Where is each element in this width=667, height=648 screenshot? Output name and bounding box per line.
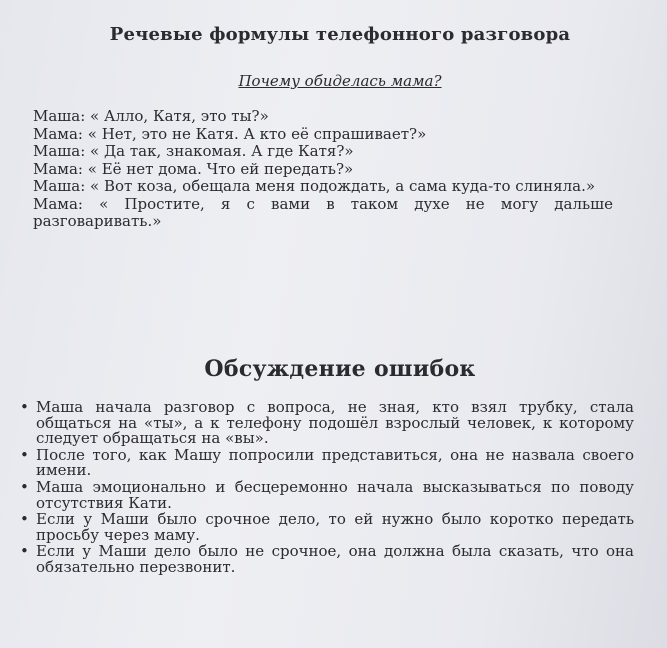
utterance: « Простите, я с вами в таком духе не могу дальше разговаривать.» (33, 194, 613, 230)
utterance: « Вот коза, обещала меня подождать, а сама куда-то слиняла.» (90, 177, 596, 195)
bullet-icon: • (20, 510, 29, 529)
speaker: Мама: (33, 124, 83, 143)
list-item (14, 445, 634, 480)
dialogue (33, 108, 613, 231)
list-item-text: Маша эмоционально и бесцеремонно начала высказываться по поводу отсутствия Кати. (36, 477, 634, 512)
dialogue-line (33, 178, 613, 196)
document-subtitle: Почему обиделась мама? (238, 72, 442, 90)
bullet-icon: • (20, 477, 29, 496)
dialogue-line (33, 161, 613, 179)
utterance: « Её нет дома. Что ей передать?» (87, 159, 354, 178)
utterance: « Алло, Катя, это ты?» (90, 107, 269, 125)
error-list (14, 400, 634, 577)
list-item-text: Если у Маши было срочное дело, то ей нужно было коротко передать просьбу через маму. (36, 510, 634, 544)
list-item (14, 544, 634, 575)
list-item-text: Маша начала разговор с вопроса, не зная, кто взял трубку, стала общаться на «ты», а к телефону подошёл взрослый человек, к которому следует обращаться на «вы». (36, 398, 634, 448)
list-item (14, 400, 634, 447)
document-title: Речевые формулы телефонного разговора (109, 24, 571, 45)
list-item-text: Если у Маши дело было не срочное, она должна была сказать, что она обязательно перезвонит. (36, 542, 634, 576)
list-item-text: После того, как Машу попросили представиться, она не назвала своего имени. (36, 445, 634, 480)
speaker: Маша: (33, 107, 86, 125)
bullet-icon: • (20, 542, 29, 561)
section-heading: Обсуждение ошибок (204, 356, 476, 382)
speaker: Маша: (33, 177, 86, 195)
speaker: Маша: (33, 142, 86, 160)
utterance: « Да так, знакомая. А где Катя?» (90, 142, 354, 160)
speaker: Мама: (33, 159, 83, 178)
dialogue-line (33, 143, 613, 161)
utterance: « Нет, это не Катя. А кто её спрашивает?» (87, 124, 427, 143)
list-item (14, 477, 634, 512)
dialogue-line (33, 196, 613, 231)
dialogue-line (33, 108, 613, 126)
bullet-icon: • (20, 398, 29, 416)
bullet-icon: • (20, 445, 29, 464)
speaker: Мама: (33, 194, 83, 213)
dialogue-line (33, 126, 613, 144)
list-item (14, 512, 634, 543)
